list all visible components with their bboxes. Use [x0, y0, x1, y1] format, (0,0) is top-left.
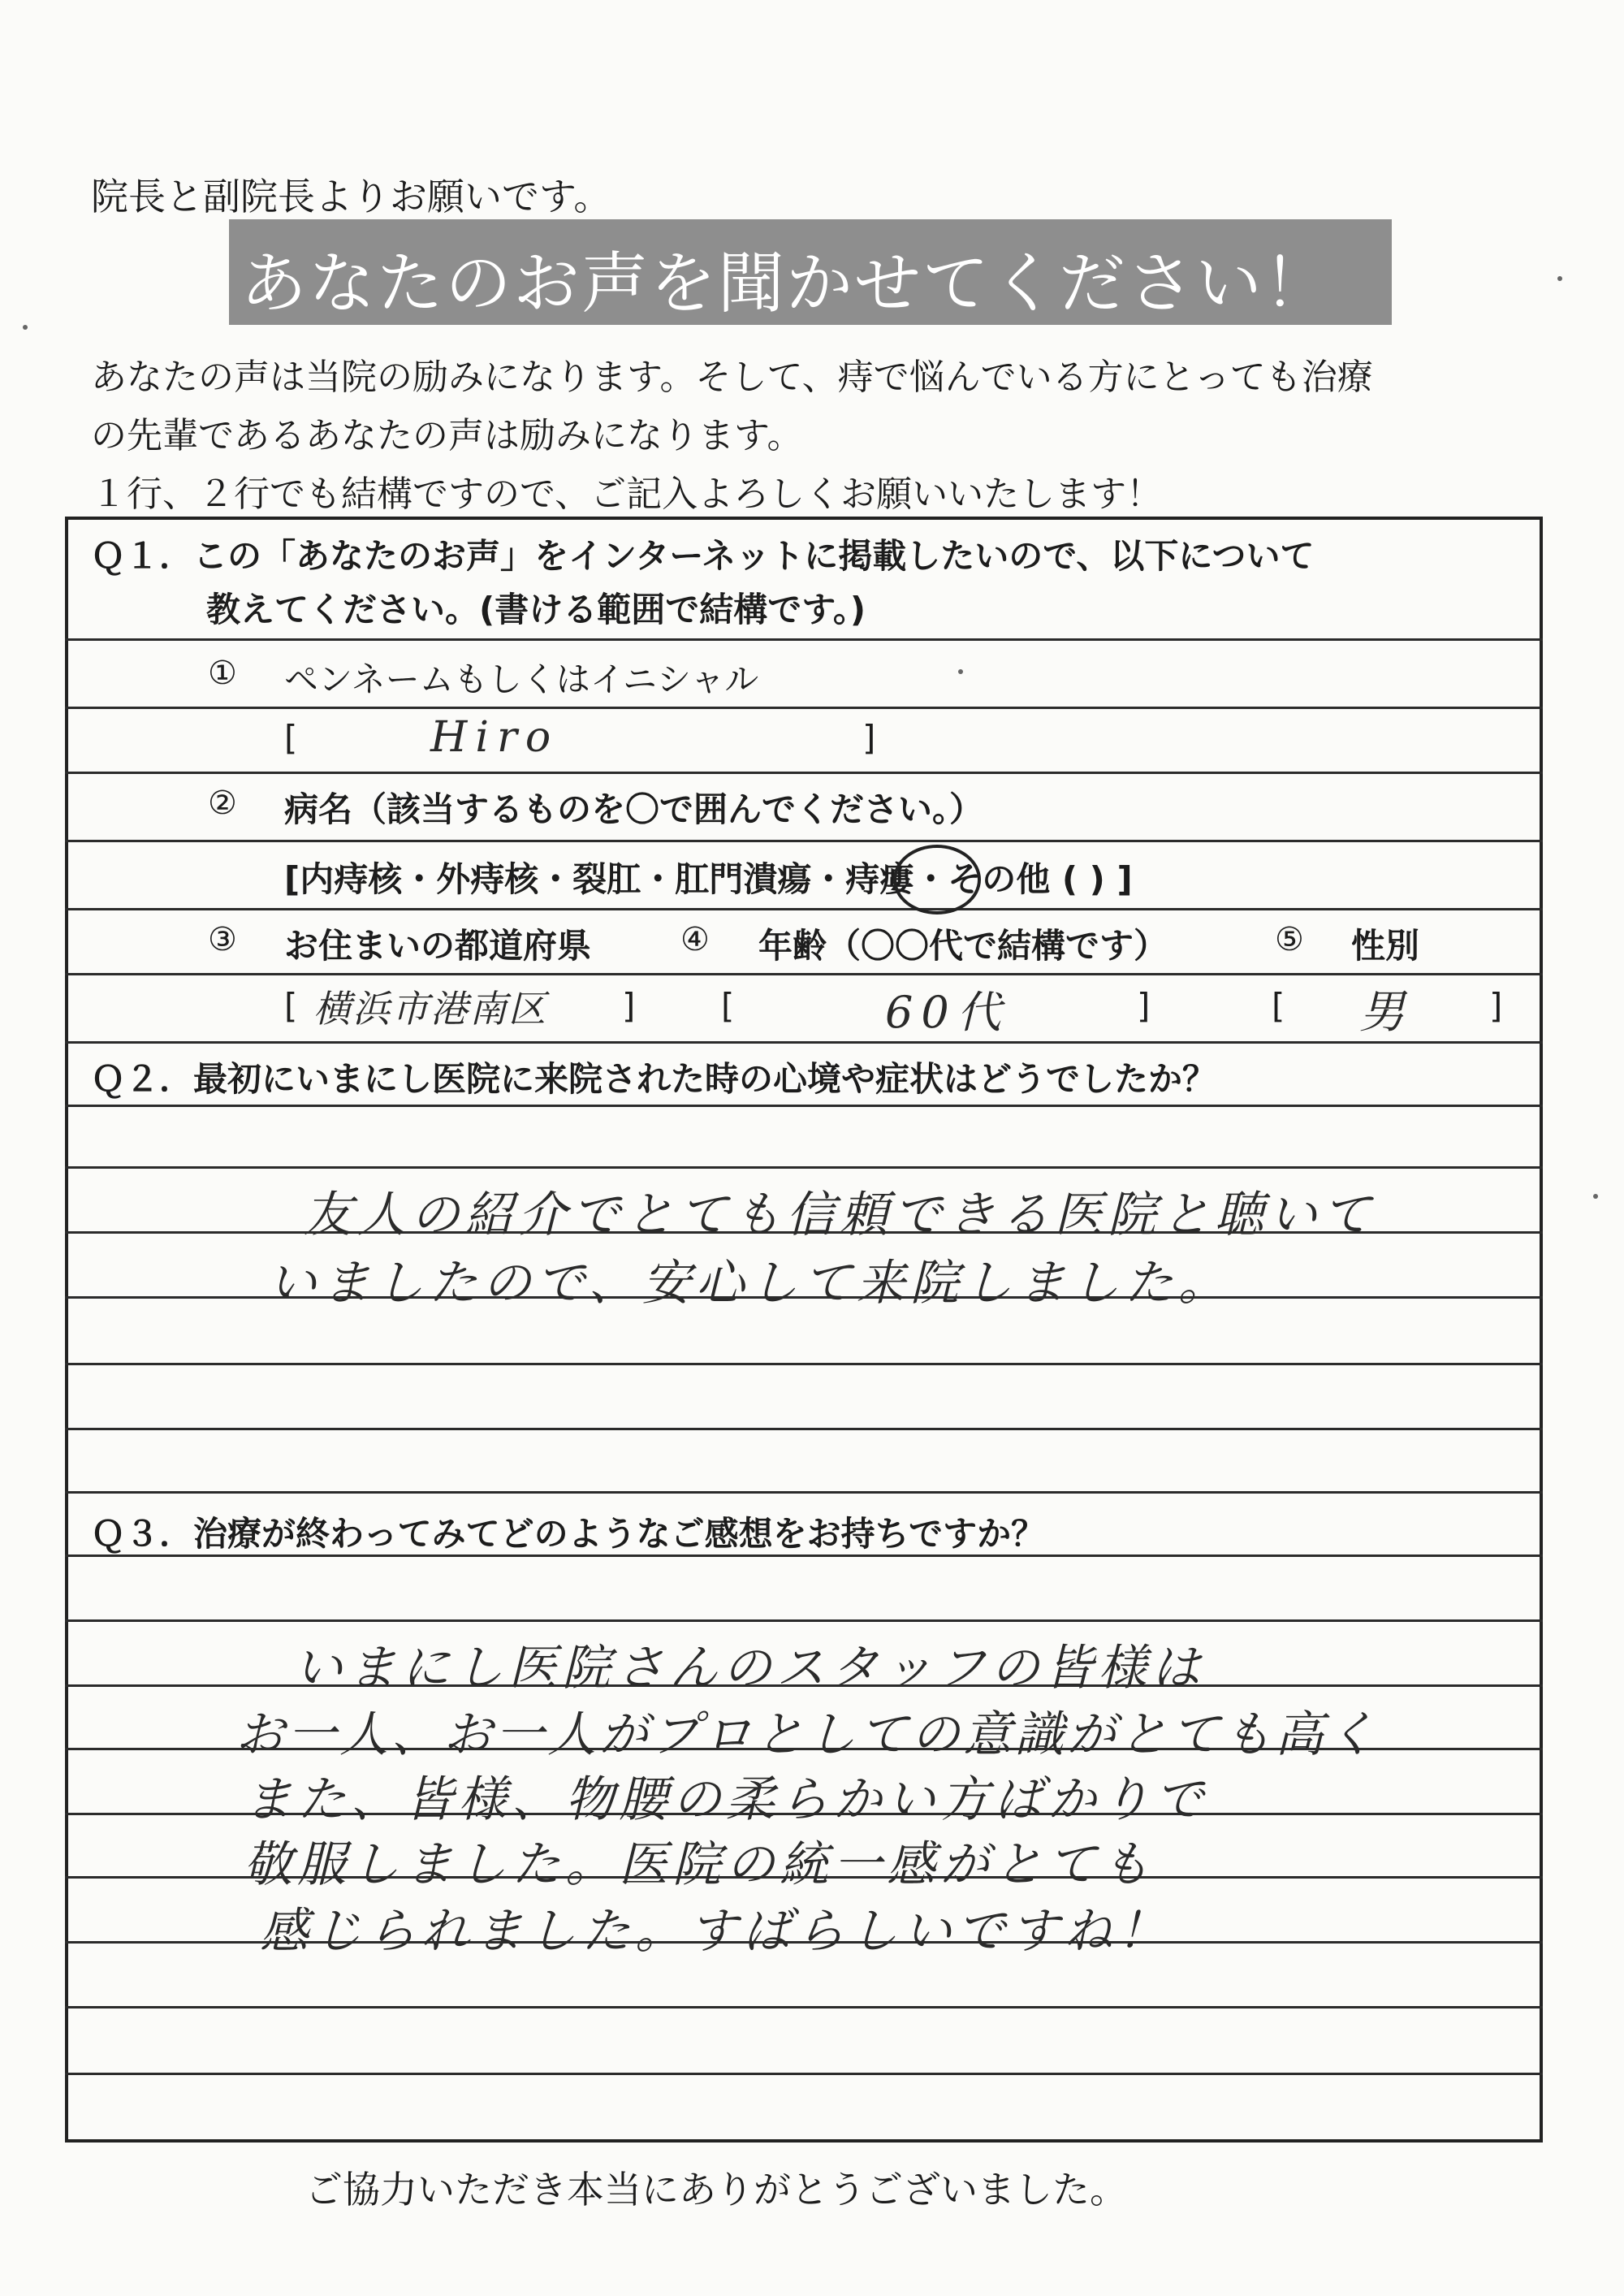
request-heading: 院長と副院長よりお願いです。	[91, 175, 611, 218]
q3-question: Ｑ３．治療が終わってみてどのようなご感想をお持ちですか？	[91, 1514, 1046, 1554]
item-number-4: ④	[680, 921, 710, 958]
prefecture-label: お住まいの都道府県	[284, 926, 592, 966]
intro-line-2: の先輩であるあなたの声は励みになります。	[91, 415, 803, 456]
q3-answer-line-3: また、皆様、物腰の柔らかい方ばかりで	[244, 1771, 1208, 1828]
q2-answer-line-1: 友人の紹介でとても信頼できる医院と聴いて	[304, 1187, 1376, 1243]
scan-speck	[1557, 276, 1562, 281]
title-banner	[229, 219, 1392, 325]
prefecture-value: 横浜市港南区	[313, 987, 547, 1031]
scan-speck	[23, 325, 28, 330]
item-number-2: ②	[208, 785, 237, 822]
prefecture-open-bracket: [	[284, 986, 298, 1026]
age-label: 年齢（〇〇代で結構です）	[758, 926, 1168, 966]
prefecture-close-bracket: ]	[622, 986, 636, 1026]
pen-name-label: ペンネームもしくはイニシャル	[284, 659, 759, 699]
item-number-3: ③	[208, 921, 237, 958]
selected-option-circle	[893, 845, 981, 915]
pen-name-close-bracket: ]	[862, 718, 876, 758]
item-number-5: ⑤	[1275, 921, 1304, 958]
intro-line-3: １行、２行でも結構ですので、ご記入よろしくお願いいたします！	[91, 473, 1163, 515]
q3-answer-line-1: いまにし医院さんのスタッフの皆様は	[294, 1640, 1205, 1697]
banner-title: あなたのお声を聞かせてください！	[240, 245, 1332, 322]
q2-question: Ｑ２．最初にいまにし医院に来院された時の心境や症状はどうでしたか？	[91, 1059, 1217, 1099]
q3-answer-line-4: 敬服しました。医院の統一感がとても	[244, 1836, 1155, 1893]
q2-answer-line-2: いましたので、安心して来院しました。	[268, 1255, 1232, 1312]
disease-label: 病名（該当するものを〇で囲んでください。）	[284, 789, 984, 829]
q1-question-line-1: Ｑ１．この「あなたのお声」をインターネットに掲載したいので、以下について	[91, 536, 1315, 576]
pen-name-open-bracket: [	[284, 718, 298, 758]
disease-options: [内痔核・外痔核・裂肛・肛門潰瘍・痔瘻・その他 ( ) ]	[284, 859, 1133, 899]
gender-close-bracket: ]	[1489, 986, 1503, 1026]
item-number-1: ①	[208, 655, 237, 692]
footer-thanks: ご協力いただき本当にありがとうございました。	[305, 2168, 1127, 2212]
q1-question-line-2: 教えてください。(書ける範囲で結構です。)	[206, 590, 866, 629]
gender-open-bracket: [	[1272, 986, 1285, 1026]
q3-answer-line-2: お一人、お一人がプロとしての意識がとても高く	[235, 1706, 1379, 1763]
age-value: 60代	[885, 987, 1009, 1038]
scan-speck	[1593, 1194, 1598, 1199]
pen-name-value: Hiro	[430, 713, 559, 762]
gender-label: 性別	[1351, 926, 1420, 966]
age-open-bracket: [	[721, 986, 735, 1026]
scan-speck	[958, 669, 963, 674]
age-close-bracket: ]	[1137, 986, 1151, 1026]
intro-line-1: あなたの声は当院の励みになります。そして、痔で悩んでいる方にとっても治療	[91, 357, 1373, 398]
gender-value: 男	[1359, 986, 1413, 1039]
q3-answer-line-5: 感じられました。すばらしいですね！	[260, 1903, 1171, 1960]
